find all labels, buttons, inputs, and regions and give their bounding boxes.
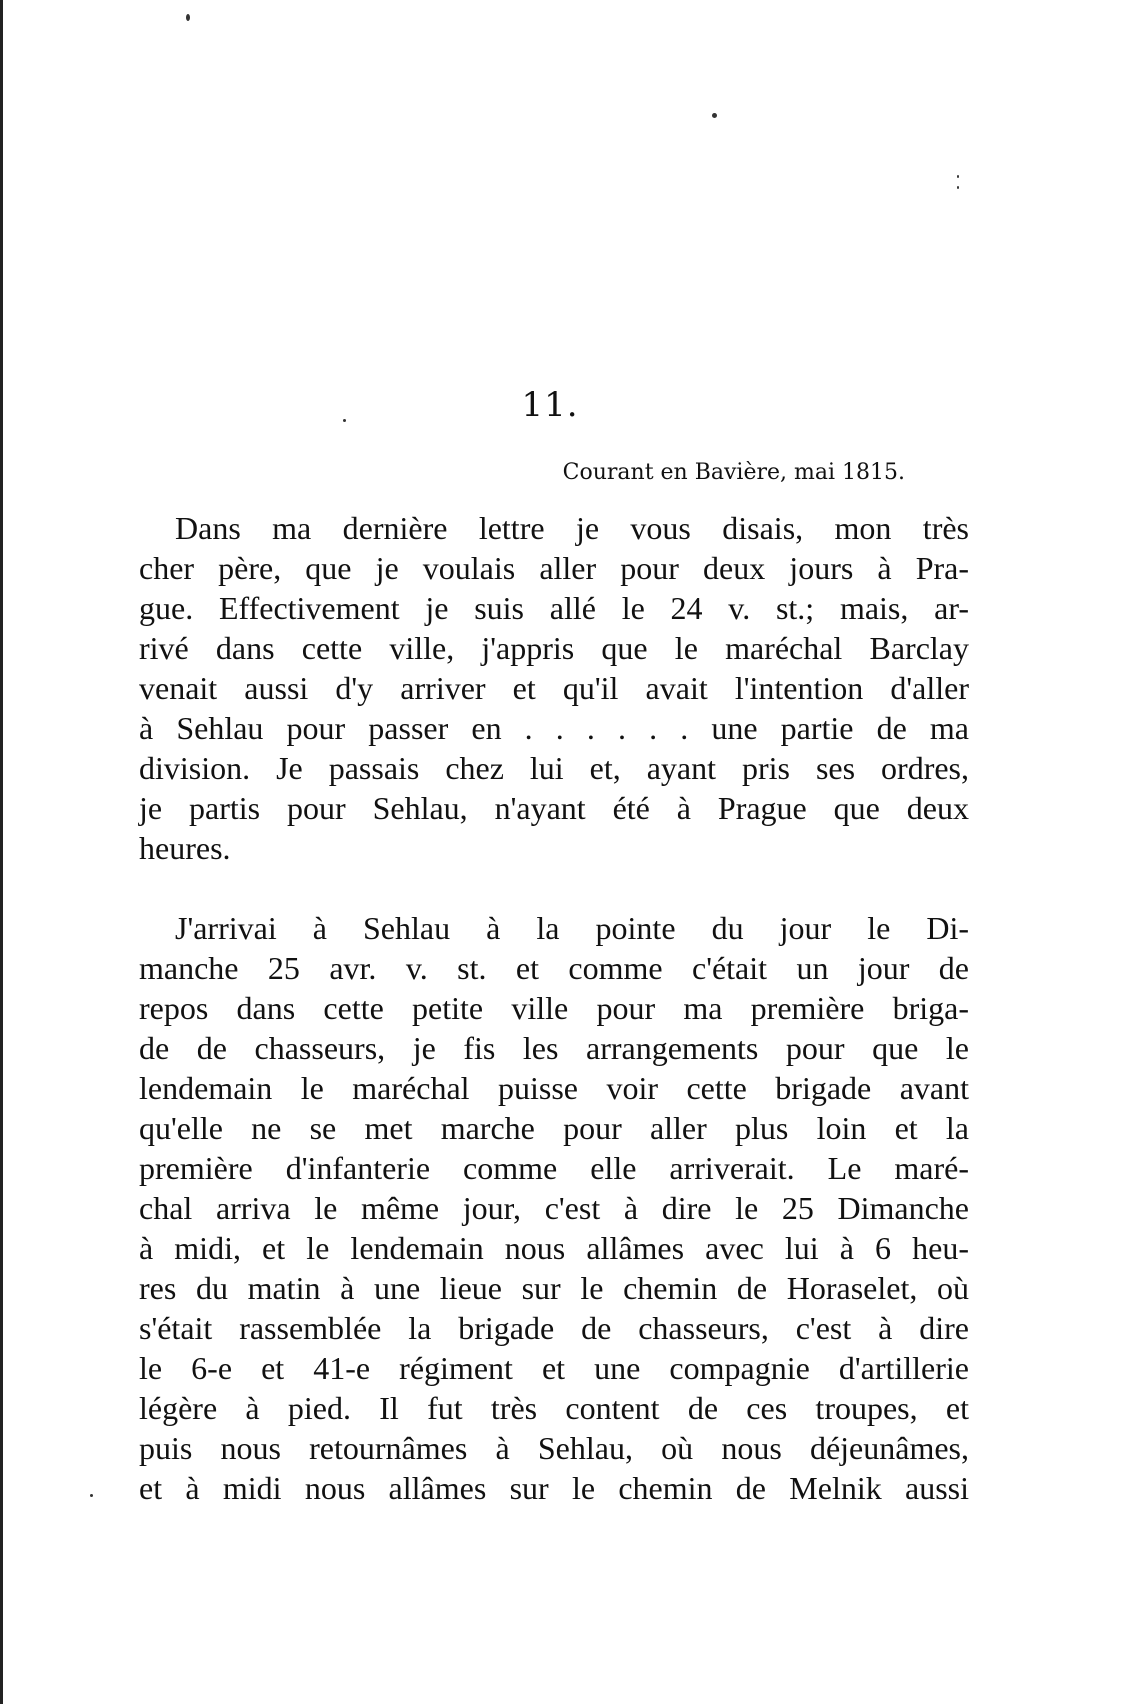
scan-speck	[957, 186, 959, 189]
text-line: qu'elle ne se met marche pour aller plus loin et la	[139, 1110, 969, 1146]
text-line: cher père, que je voulais aller pour deux jours à Pra-	[139, 550, 969, 586]
letter-body	[139, 508, 969, 1508]
scan-speck	[712, 113, 717, 118]
text-line: et à midi nous allâmes sur le chemin de Melnik aussi	[139, 1470, 969, 1506]
text-line: division. Je passais chez lui et, ayant pris ses ordres,	[139, 750, 969, 786]
scan-speck	[90, 1494, 93, 1497]
text-line: lendemain le maréchal puisse voir cette brigade avant	[139, 1070, 969, 1106]
place-and-date: Courant en Bavière, mai 1815.	[562, 460, 905, 485]
letter-number: 11.	[521, 385, 579, 425]
page-edge-scan-line	[0, 0, 3, 1704]
text-line: puis nous retournâmes à Sehlau, où nous déjeunâmes,	[139, 1430, 969, 1466]
paragraph-2	[139, 908, 969, 1508]
scan-speck	[343, 419, 346, 422]
text-line: venait aussi d'y arriver et qu'il avait l'intention d'aller	[139, 670, 969, 706]
text-line: res du matin à une lieue sur le chemin de Horaselet, où	[139, 1270, 969, 1306]
text-line: première d'infanterie comme elle arriverait. Le maré-	[139, 1150, 969, 1186]
text-line: s'était rassemblée la brigade de chasseurs, c'est à dire	[139, 1310, 969, 1346]
text-line: à Sehlau pour passer en . . . . . . une partie de ma	[139, 710, 969, 746]
text-line: de de chasseurs, je fis les arrangements pour que le	[139, 1030, 969, 1066]
text-line: repos dans cette petite ville pour ma première briga-	[139, 990, 969, 1026]
text-line: le 6-e et 41-e régiment et une compagnie d'artillerie	[139, 1350, 969, 1386]
text-line: je partis pour Sehlau, n'ayant été à Prague que deux	[139, 790, 969, 826]
text-line: gue. Effectivement je suis allé le 24 v. st.; mais, ar-	[139, 590, 969, 626]
paragraph-gap	[139, 868, 969, 908]
scan-speck	[186, 14, 190, 21]
text-line: Dans ma dernière lettre je vous disais, mon très	[175, 510, 969, 546]
text-line: J'arrivai à Sehlau à la pointe du jour le Di-	[175, 910, 969, 946]
paragraph-1	[139, 508, 969, 868]
text-line: heures.	[139, 830, 231, 866]
text-line: à midi, et le lendemain nous allâmes avec lui à 6 heu-	[139, 1230, 969, 1266]
text-line: rivé dans cette ville, j'appris que le maréchal Barclay	[139, 630, 969, 666]
text-line: manche 25 avr. v. st. et comme c'était un jour de	[139, 950, 969, 986]
text-line: légère à pied. Il fut très content de ces troupes, et	[139, 1390, 969, 1426]
text-line: chal arriva le même jour, c'est à dire le 25 Dimanche	[139, 1190, 969, 1226]
scan-speck	[957, 175, 959, 178]
